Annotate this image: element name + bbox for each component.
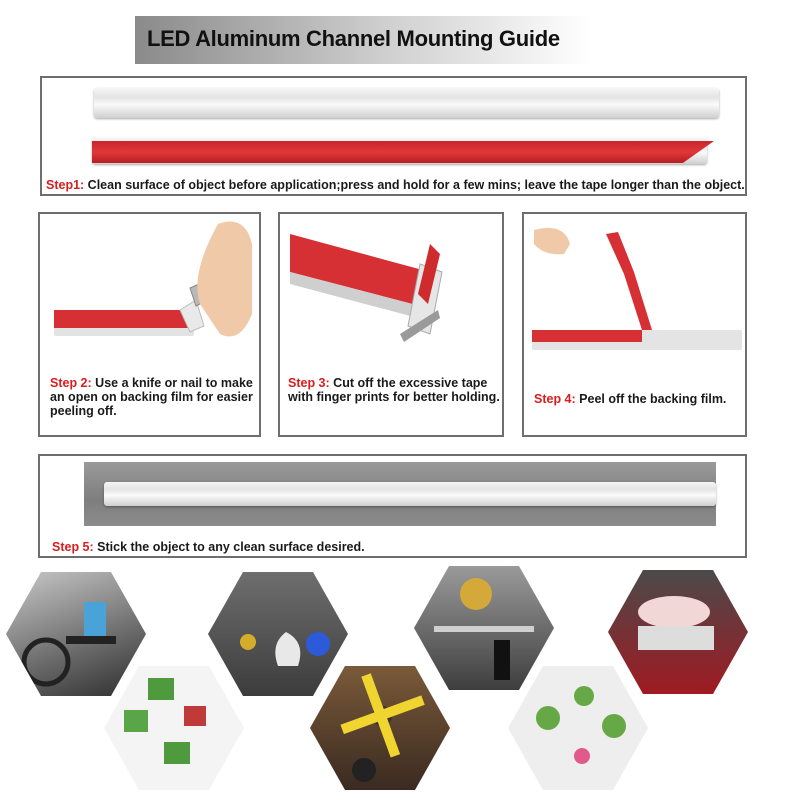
step2-panel <box>38 212 261 437</box>
step2-label: Step 2: <box>50 376 92 390</box>
step3-desc: Cut off the excessive tape with finger prints for better holding. <box>288 376 500 404</box>
step1-desc: Clean surface of object before application;press and hold for a few mins; leave the tape longer than the object. <box>84 178 745 192</box>
step4-desc: Peel off the backing film. <box>575 392 727 406</box>
step4-label: Step 4: <box>534 392 576 406</box>
step3-text <box>288 376 503 404</box>
step5-desc: Stick the object to any clean surface desired. <box>93 540 365 554</box>
wall-planters-icon <box>508 666 648 790</box>
peel-film-image <box>524 214 745 364</box>
step5-text <box>52 540 742 554</box>
magnetic-car-mount-icon <box>414 566 554 690</box>
step2-desc: Use a knife or nail to make an open on backing film for easier peeling off. <box>50 376 253 418</box>
step4-text <box>534 392 744 406</box>
page-title: LED Aluminum Channel Mounting Guide <box>147 26 560 51</box>
step4-panel <box>522 212 747 437</box>
mounted-channel-image <box>104 482 716 506</box>
step1-text <box>46 178 746 192</box>
step1-label: Step1: <box>46 178 85 192</box>
dashboard-ornaments-icon <box>208 572 348 696</box>
step5-panel <box>38 454 747 558</box>
car-phone-holder-icon <box>6 572 146 696</box>
step1-panel <box>40 76 747 196</box>
step2-text <box>50 376 260 418</box>
step3-panel <box>278 212 504 437</box>
knife-cutting-image <box>40 214 259 364</box>
wall-plant-frames-icon <box>104 666 244 790</box>
red-tape-strip <box>92 141 714 163</box>
car-perfume-icon <box>608 570 748 694</box>
title-banner <box>135 16 590 64</box>
led-channel-image <box>94 88 719 118</box>
wall-fan-decor-icon <box>310 666 450 790</box>
step5-label: Step 5: <box>52 540 94 554</box>
step3-label: Step 3: <box>288 376 330 390</box>
tape-cut-image <box>280 214 502 364</box>
